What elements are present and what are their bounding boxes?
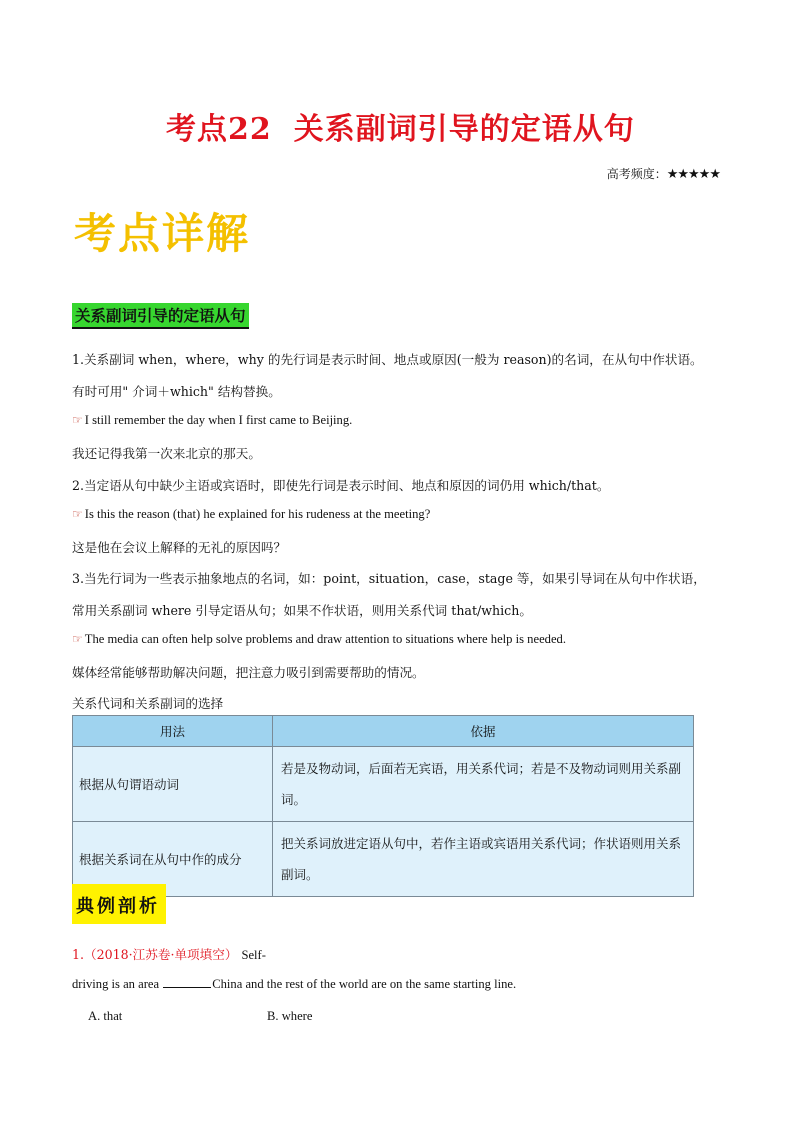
- table-header-basis: 依据: [273, 716, 694, 747]
- example-1-translation: 我还记得我第一次来北京的那天。: [72, 446, 261, 461]
- example-1-text: I still remember the day when I first came to Beijing.: [84, 413, 353, 427]
- option-b: [267, 1008, 312, 1024]
- title-number: 考点22: [166, 112, 272, 147]
- star-icons: ★★★★★: [666, 167, 720, 182]
- point-1-line-1: 1.关系副词 when，where，why 的先行词是表示时间、地点或原因(一般为 reason)的名词，在从句中作状语。: [72, 352, 703, 367]
- section-banner: 考点详解: [74, 209, 251, 258]
- table-cell-basis: 把关系词放进定语从句中，若作主语或宾语用关系代词；作状语则用关系副词。: [273, 822, 694, 897]
- option-a: [88, 1008, 122, 1024]
- pointing-hand-icon: ☞: [72, 507, 83, 521]
- example-2-translation: 这是他在会议上解释的无礼的原因吗？: [72, 540, 287, 555]
- example-3-text: The media can often help solve problems and draw attention to situations where help is needed.: [84, 632, 566, 646]
- option-b-text: B. where: [267, 1009, 313, 1023]
- section-heading: 关系副词引导的定语从句: [72, 303, 249, 329]
- question-source: （2018·江苏卷·单项填空）: [84, 947, 238, 962]
- question-text-start: Self-: [241, 948, 266, 962]
- example-2: [72, 506, 430, 522]
- point-1-line-2: 有时可用" 介词＋which" 结构替换。: [72, 384, 281, 399]
- table-cell-usage: 根据关系词在从句中作的成分: [73, 822, 273, 897]
- table-row: [73, 747, 694, 822]
- question-number: 1.: [72, 947, 85, 962]
- question-text-head: driving is an area: [72, 977, 163, 991]
- table-cell-basis: 若是及物动词，后面若无宾语，用关系代词；若是不及物动词则用关系副词。: [273, 747, 694, 822]
- pointing-hand-icon: ☞: [72, 632, 83, 646]
- table-header-usage: 用法: [73, 716, 273, 747]
- point-3-line-1: 3.当先行词为一些表示抽象地点的名词，如：point，situation，case，stage 等，如果引导词在从句中作状语，: [72, 571, 706, 586]
- frequency-label: 高考频度：: [606, 167, 667, 181]
- table-cell-usage: 根据从句谓语动词: [73, 747, 273, 822]
- option-a-text: A. that: [88, 1009, 123, 1023]
- frequency-rating: [607, 165, 720, 182]
- answer-blank: [163, 976, 211, 988]
- example-3: [72, 631, 566, 647]
- point-3-line-2: 常用关系副词 where 引导定语从句；如果不作状语，则用关系代词 that/which。: [72, 603, 532, 618]
- question-text-tail: China and the rest of the world are on the same starting line.: [212, 977, 517, 991]
- example-1: [72, 412, 352, 428]
- table-caption: 关系代词和关系副词的选择: [72, 696, 224, 711]
- title-text: 关系副词引导的定语从句: [293, 112, 635, 147]
- example-2-text: Is this the reason (that) he explained for his rudeness at the meeting?: [84, 507, 431, 521]
- examples-banner: 典例剖析: [72, 884, 166, 924]
- question-1-line-2: [72, 976, 516, 992]
- pointing-hand-icon: ☞: [72, 413, 83, 427]
- example-3-translation: 媒体经常能够帮助解决问题，把注意力吸引到需要帮助的情况。: [72, 665, 425, 680]
- point-2: 2.当定语从句中缺少主语或宾语时，即使先行词是表示时间、地点和原因的词仍用 which/that。: [72, 478, 610, 493]
- choice-table: [72, 715, 694, 897]
- question-1-line-1: [72, 944, 266, 963]
